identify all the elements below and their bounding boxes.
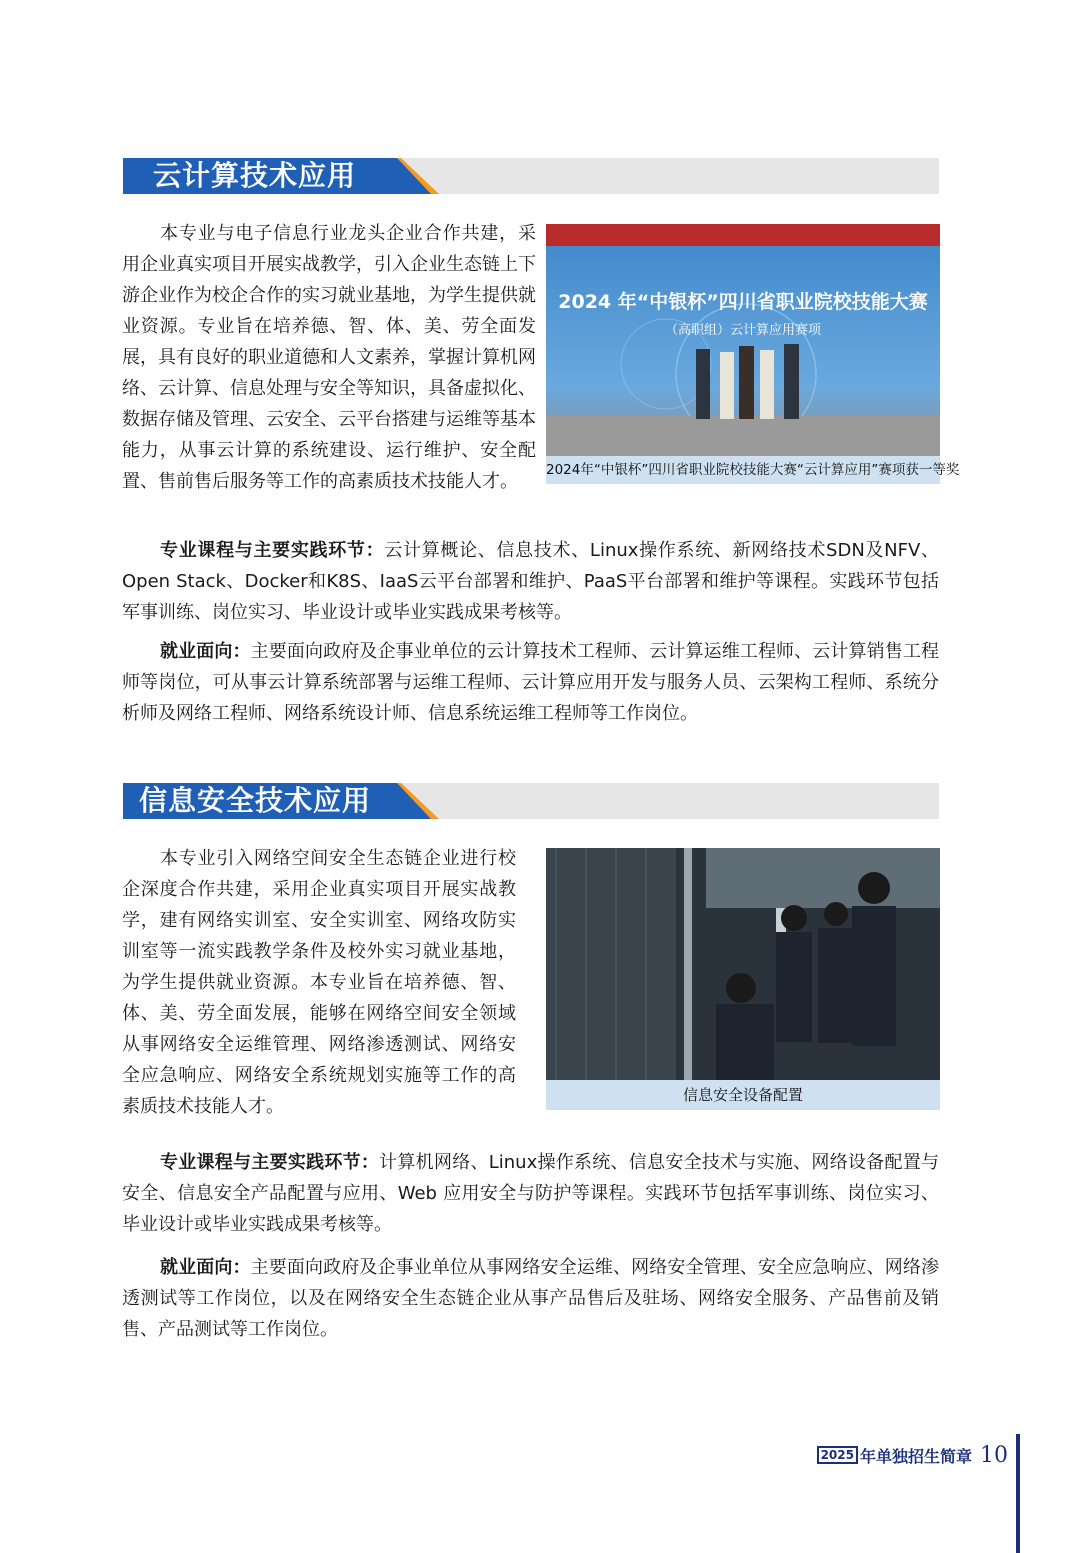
competition-photo-graphic bbox=[546, 224, 940, 456]
courses-text: 计算机网络、Linux操作系统、信息安全技术与实施、网络设备配置与安全、信息安全产品配置与应用、Web 应用安全与防护等课程。实践环节包括军事训练、岗位实习、毕业设计或毕业实践成果考核等。 bbox=[122, 1152, 940, 1235]
competition-photo bbox=[546, 224, 960, 484]
section-header-security bbox=[123, 783, 939, 819]
courses-paragraph bbox=[122, 535, 939, 628]
jobs-paragraph bbox=[122, 1252, 939, 1345]
server-room-graphic bbox=[546, 848, 940, 1080]
intro-paragraph: 本专业引入网络空间安全生态链企业进行校企深度合作共建，采用企业真实项目开展实战教学，建有网络实训室、安全实训室、网络攻防实训室等一流实践教学条件及校外实习就业基地，为学生提供就业资源。本专业旨在培养德、智、体、美、劳全面发展，能够在网络空间安全领域从事网络安全运维管理、网络渗透测试、网络安全应急响应、网络安全系统规划实施等工作的高素质技术技能人才。 bbox=[122, 848, 516, 1117]
page-number: 10 bbox=[980, 1442, 1008, 1468]
section-header-cloud bbox=[123, 158, 939, 194]
jobs-paragraph bbox=[122, 636, 939, 729]
footer-year: 2025 bbox=[817, 1446, 858, 1464]
courses-label: 专业课程与主要实践环节： bbox=[160, 1152, 380, 1173]
banner-subtitle: （高职组）云计算应用赛项 bbox=[664, 323, 822, 338]
competition-photo-image bbox=[546, 224, 940, 456]
intro-paragraph: 本专业与电子信息行业龙头企业合作共建，采用企业真实项目开展实战教学，引入企业生态链上下游企业作为校企合作的实习就业基地，为学生提供就业资源。专业旨在培养德、智、体、美、劳全面发展，具有良好的职业道德和人文素养，掌握计算机网络、云计算、信息处理与安全等知识，具备虚拟化、数据存储及管理、云安全、云平台搭建与运维等基本能力，从事云计算的系统建设、运行维护、安全配置、售前售后服务等工作的高素质技术技能人才。 bbox=[122, 223, 536, 492]
banner-title: 2024 年“中银杯”四川省职业院校技能大赛 bbox=[558, 291, 928, 313]
courses-text: 云计算概论、信息技术、Linux操作系统、新网络技术SDN及NFV、Open Stack、Docker和K8S、IaaS云平台部署和维护、PaaS平台部署和维护等课程。实践环节包括军事训练、岗位实习、毕业设计或毕业实践成果考核等。 bbox=[122, 540, 939, 623]
photo-caption: 2024年“中银杯”四川省职业院校技能大赛“云计算应用”赛项获一等奖 bbox=[546, 462, 960, 478]
jobs-label: 就业面向： bbox=[160, 641, 251, 662]
courses-label: 专业课程与主要实践环节： bbox=[160, 540, 385, 561]
server-room-photo-image bbox=[546, 848, 940, 1080]
server-room-photo bbox=[546, 848, 940, 1110]
section-title: 信息安全技术应用 bbox=[139, 784, 372, 817]
jobs-text: 主要面向政府及企事业单位的云计算技术工程师、云计算运维工程师、云计算销售工程师等岗位，可从事云计算系统部署与运维工程师、云计算应用开发与服务人员、云架构工程师、系统分析师及网络工程师、网络系统设计师、信息系统运维工程师等工作岗位。 bbox=[122, 641, 940, 724]
footer-vertical-bar bbox=[1016, 1434, 1020, 1553]
photo-caption: 信息安全设备配置 bbox=[682, 1086, 803, 1104]
page-footer bbox=[817, 1440, 1008, 1470]
section-title: 云计算技术应用 bbox=[153, 159, 357, 192]
courses-paragraph bbox=[122, 1147, 939, 1240]
jobs-label: 就业面向： bbox=[160, 1257, 251, 1278]
footer-brochure-title: 年单独招生简章 bbox=[859, 1446, 972, 1466]
jobs-text: 主要面向政府及企事业单位从事网络安全运维、网络安全管理、安全应急响应、网络渗透测试等工作岗位，以及在网络安全生态链企业从事产品售后及驻场、网络安全服务、产品售前及销售、产品测试等工作岗位。 bbox=[122, 1257, 940, 1340]
